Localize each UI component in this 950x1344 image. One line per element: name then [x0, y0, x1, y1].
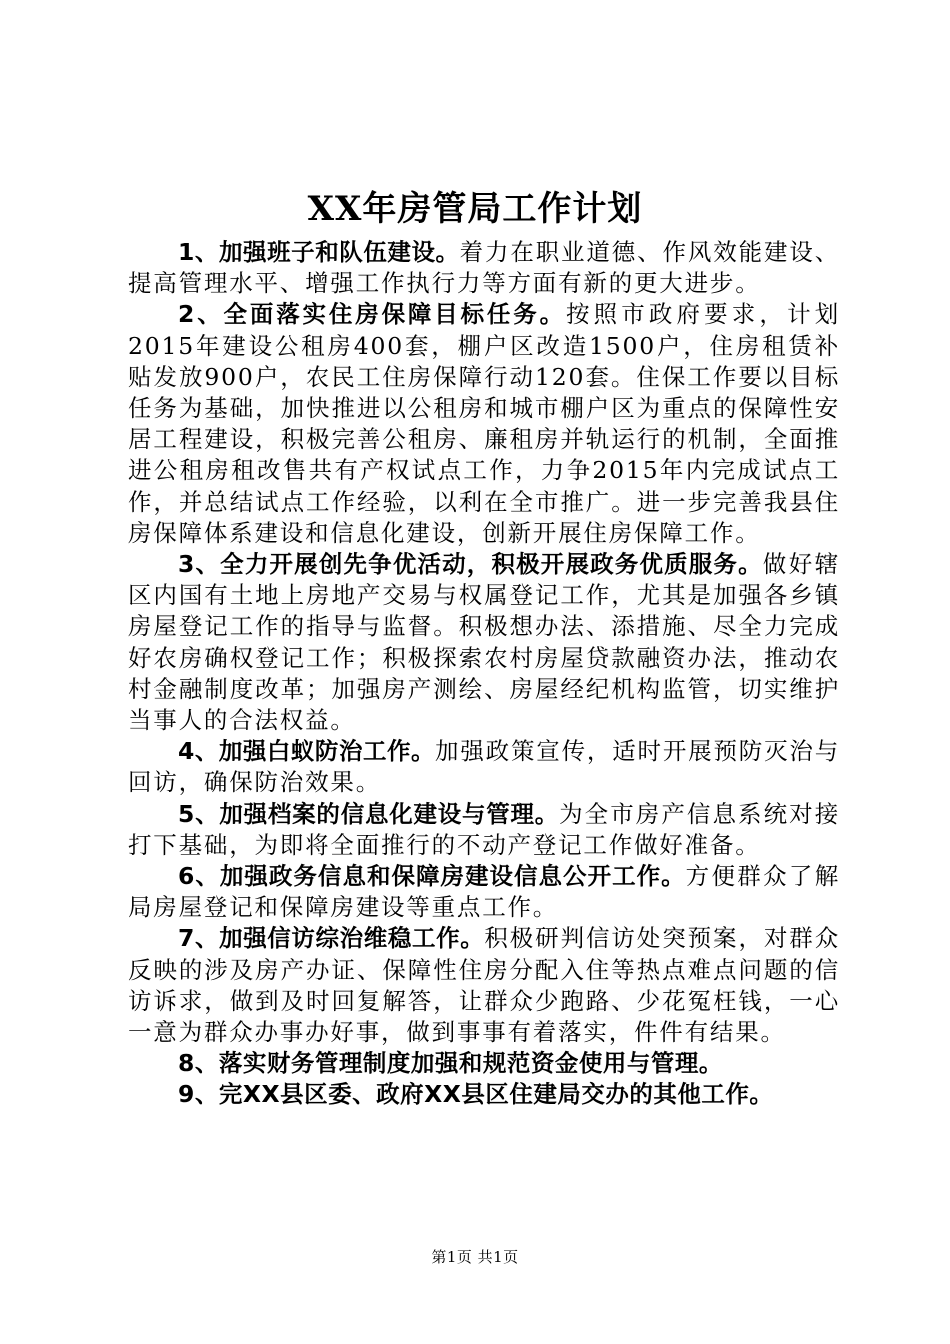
- paragraph-heading: 2、全面落实住房保障目标任务。: [178, 300, 566, 329]
- paragraph-heading: 1、加强班子和队伍建设。: [178, 238, 460, 266]
- paragraph-7: [128, 923, 840, 1048]
- paragraph-4: [128, 736, 840, 798]
- paragraph-8: [128, 1048, 840, 1079]
- paragraph-text: 积极研判信访处突预案，对群众反映的涉及房产办证、保障性住房分配入住等热点难点问题的信访诉求，做到及时回复解答，让群众少跑路、少花冤枉钱，一心一意为群众办事办好事，做到事事有着落实，件件有结果。: [128, 924, 840, 1047]
- page-footer: 第1页 共1页: [431, 1248, 519, 1266]
- page-title: XX年房管局工作计划: [307, 189, 643, 229]
- paragraph-text: 着力在职业道德、作风效能建设、提高管理水平、增强工作执行力等方面有新的更大进步。: [128, 238, 840, 298]
- paragraph-heading: 6、加强政务信息和保障房建设信息公开工作。: [178, 862, 686, 891]
- paragraph-heading: 8、落实财务管理制度加强和规范资金使用与管理。: [178, 1049, 723, 1078]
- paragraph-6: [128, 861, 840, 923]
- paragraph-text: 为全市房产信息系统对接打下基础，为即将全面推行的不动产登记工作做好准备。: [128, 799, 840, 859]
- paragraph-text: 方便群众了解局房屋登记和保障房建设等重点工作。: [128, 862, 840, 922]
- paragraph-3: [128, 549, 840, 736]
- paragraph-9: [128, 1079, 840, 1110]
- paragraph-heading: 9、完XX县区委、政府XX县区住建局交办的其他工作。: [178, 1080, 774, 1109]
- paragraph-text: 按照市政府要求，计划2015年建设公租房400套，棚户区改造1500户，住房租赁补贴发放900户，农民工住房保障行动120套。住保工作要以目标任务为基础，加快推进以公租房和城市棚户区为重点的保障性安居工程建设，积极完善公租房、廉租房并轨运行的机制，全面推进公租房租改售共有产权试点工作，力争2015年内完成试点工作，并总结试点工作经验，以利在全市推广。进一步完善我县住房保障体系建设和信息化建设，创新开展住房保障工作。: [128, 300, 841, 547]
- document-body: [128, 237, 840, 1111]
- paragraph-1: [128, 237, 840, 299]
- paragraph-heading: 7、加强信访综治维稳工作。: [178, 924, 485, 953]
- paragraph-heading: 4、加强白蚁防治工作。: [178, 737, 435, 766]
- paragraph-heading: 3、全力开展创先争优活动，积极开展政务优质服务。: [178, 550, 763, 579]
- paragraph-text: 做好辖区内国有土地上房地产交易与权属登记工作，尤其是加强各乡镇房屋登记工作的指导与监督。积极想办法、添措施、尽全力完成好农房确权登记工作；积极探索农村房屋贷款融资办法，推动农村金融制度改革；加强房产测绘、房屋经纪机构监管，切实维护当事人的合法权益。: [128, 550, 840, 735]
- paragraph-text: 加强政策宣传，适时开展预防灭治与回访，确保防治效果。: [128, 737, 840, 797]
- paragraph-5: [128, 799, 840, 861]
- paragraph-2: [128, 299, 840, 549]
- paragraph-heading: 5、加强档案的信息化建设与管理。: [178, 799, 560, 828]
